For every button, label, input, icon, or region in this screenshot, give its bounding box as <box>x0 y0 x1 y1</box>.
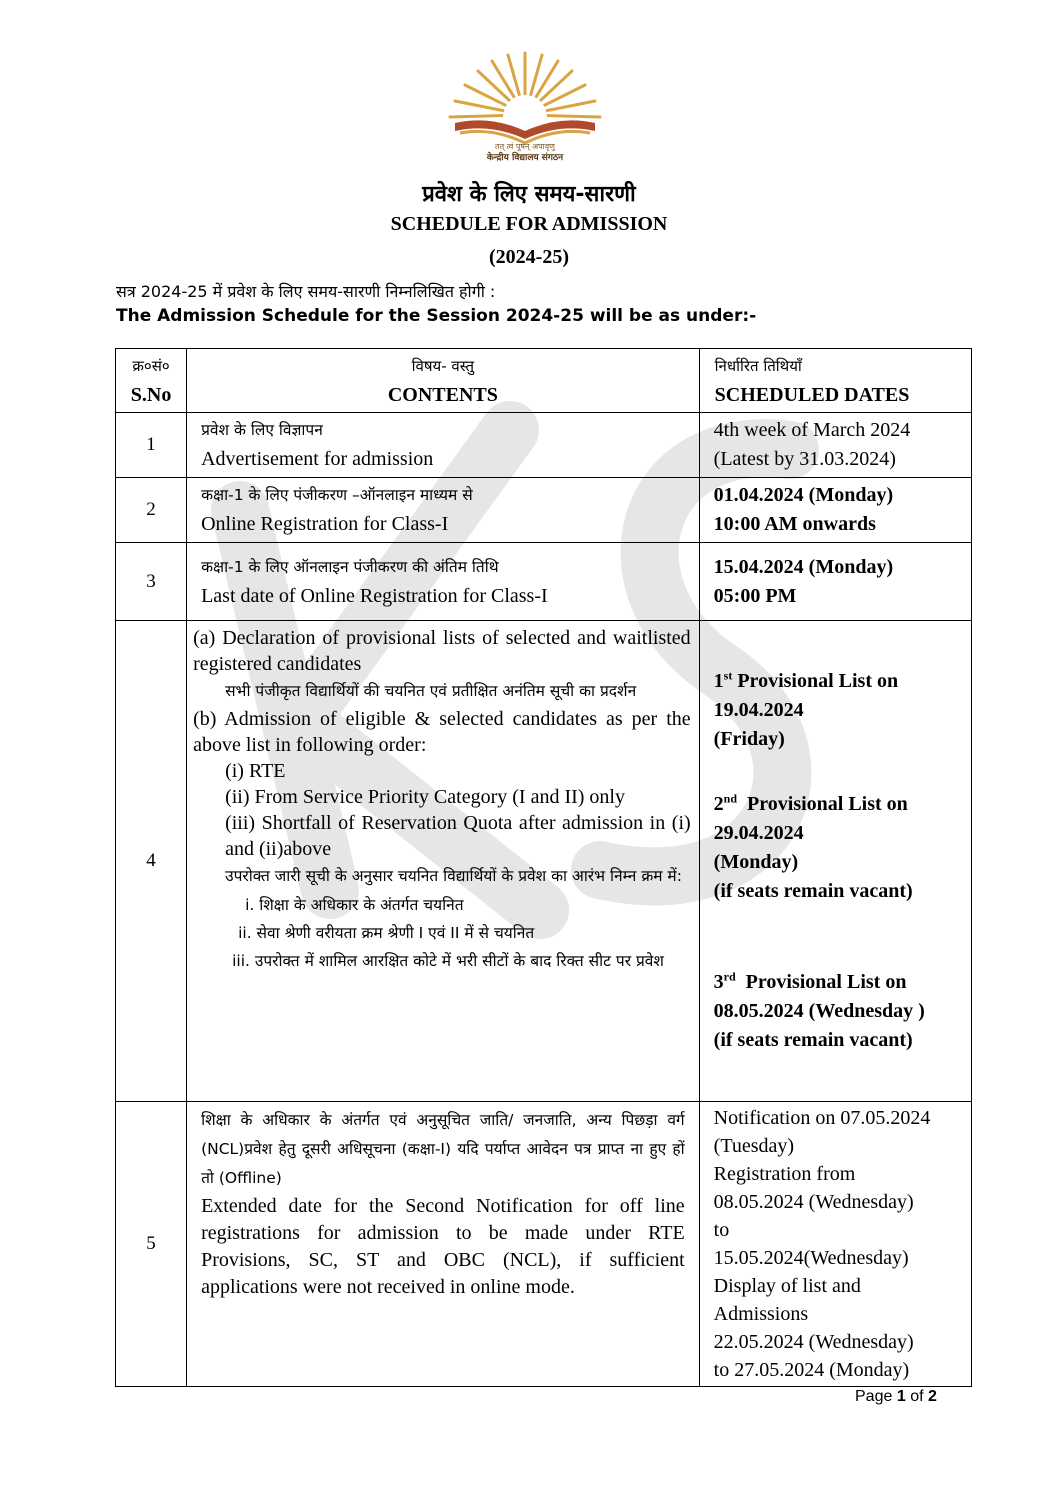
row5-date-line: to <box>713 1219 730 1241</box>
ordinal-suffix: st <box>723 668 733 683</box>
row4-hi-iii: iii. उपरोक्त में शामिल आरक्षित कोटे में भरी सीटों के बाद रिक्त सीट पर प्रवेश <box>232 952 664 970</box>
row5-date-line: Registration from <box>713 1163 856 1185</box>
row5-date-line: 22.05.2024 (Wednesday) <box>713 1331 914 1353</box>
date-label: Provisional List on <box>737 670 899 692</box>
row4-date-3-label <box>714 968 957 997</box>
ordinal-suffix: nd <box>723 791 738 806</box>
row-contents <box>187 621 700 1102</box>
row5-date-line: (Tuesday) <box>713 1135 795 1157</box>
row-dates <box>699 478 971 543</box>
row-contents <box>187 413 700 478</box>
table-row <box>116 543 972 621</box>
row-contents <box>187 543 700 621</box>
table-row <box>116 478 972 543</box>
row-date-line: (Latest by 31.03.2024) <box>713 448 896 470</box>
row5-date-line: Notification on 07.05.2024 <box>713 1107 931 1129</box>
row-sno: 3 <box>116 543 187 621</box>
row4-note-3: (if seats remain vacant) <box>713 1029 913 1051</box>
row4-date-3: 08.05.2024 (Wednesday ) <box>713 1000 925 1022</box>
row-date-line: 05:00 PM <box>713 584 797 607</box>
header-dates-hi: निर्धारित तिथियाँ <box>714 356 802 375</box>
row4-date-1-label <box>714 667 957 696</box>
row4-date-1: 19.04.2024 <box>713 699 804 721</box>
table-header-row <box>116 349 972 413</box>
row-dates <box>699 621 971 1102</box>
header-contents-en: CONTENTS <box>387 383 498 406</box>
row4-day-1: (Friday) <box>713 728 785 750</box>
row-dates <box>699 543 971 621</box>
row4-item-b-ii: (ii) From Service Priority Category (I and II) only <box>225 786 625 808</box>
header-dates-en: SCHEDULED DATES <box>714 383 910 406</box>
page-label: Page <box>855 1388 893 1405</box>
row5-date-line: Display of list and <box>713 1275 861 1297</box>
title-english: SCHEDULE FOR ADMISSION <box>390 213 668 235</box>
row-date-line: 15.04.2024 (Monday) <box>713 555 894 578</box>
row-dates <box>699 413 971 478</box>
header-sno-hi: क्र०सं० <box>132 356 170 375</box>
logo-tagline: तत् त्वं पूषन् अपावृणु <box>495 142 555 151</box>
row-sno: 2 <box>116 478 187 543</box>
row4-date-2-label <box>714 790 957 819</box>
row5-date-line: Admissions <box>713 1303 809 1325</box>
row-date-line: 01.04.2024 (Monday) <box>713 484 894 506</box>
row4-item-a-hi: सभी पंजीकृत विद्यार्थियों की चयनित एवं प्रतीक्षित अनंतिम सूची का प्रदर्शन <box>225 682 637 700</box>
header-contents-hi: विषय- वस्तु <box>411 356 475 375</box>
row5-date-line: 15.05.2024(Wednesday) <box>713 1247 909 1269</box>
row4-hi-ii: ii. सेवा श्रेणी वरीयता क्रम श्रेणी I एवं II में से चयनित <box>238 924 535 942</box>
header-sno-en: S.No <box>130 383 172 406</box>
row4-item-b-iii: (iii) Shortfall of Reservation Quota after admission in (i) and (ii)above <box>225 812 691 860</box>
page-current: 1 <box>896 1388 906 1405</box>
row4-hi-intro: उपरोक्त जारी सूची के अनुसार चयनित विद्यार्थियों के प्रवेश का आरंभ निम्न क्रम में: <box>225 867 682 885</box>
title-year: (2024-25) <box>489 246 569 268</box>
page-of: of <box>910 1388 924 1405</box>
row-contents-hi: प्रवेश के लिए विज्ञापन <box>201 421 323 439</box>
row-sno: 1 <box>116 413 187 478</box>
row4-date-2: 29.04.2024 <box>713 822 804 844</box>
row-sno: 5 <box>116 1102 187 1387</box>
ordinal: 3 <box>713 971 724 993</box>
row-contents <box>187 478 700 543</box>
row5-contents-hi: शिक्षा के अधिकार के अंतर्गत एवं अनुसूचित जाति/ जनजाति, अन्य पिछड़ा वर्ग (NCL)प्रवेश हेतु दूसरी अधिसूचना (कक्षा-I) यदि पर्याप्त आवेदन पत्र प्राप्त ना हुए हों तो (Offline) <box>201 1111 685 1187</box>
page-total: 2 <box>927 1388 937 1405</box>
row-contents-hi: कक्षा-1 के लिए पंजीकरण –ऑनलाइन माध्यम से <box>201 486 473 504</box>
row4-note-2: (if seats remain vacant) <box>713 880 913 902</box>
row4-day-2: (Monday) <box>713 851 799 873</box>
header-contents <box>187 349 700 413</box>
row-dates <box>699 1102 971 1387</box>
ordinal: 1 <box>713 670 724 692</box>
row-date-line: 10:00 AM onwards <box>713 513 876 535</box>
row4-hi-i: i. शिक्षा के अधिकार के अंतर्गत चयनित <box>245 896 464 914</box>
row5-date-line: 08.05.2024 (Wednesday) <box>713 1191 914 1213</box>
table-row <box>116 413 972 478</box>
header-dates <box>699 349 971 413</box>
ordinal-suffix: rd <box>723 969 736 984</box>
row-contents-en: Online Registration for Class-I <box>201 513 449 535</box>
date-label: Provisional List on <box>745 971 907 993</box>
row-contents-en: Advertisement for admission <box>201 448 434 470</box>
logo-org-name: केन्द्रीय विद्यालय संगठन <box>486 153 564 163</box>
intro-hindi: सत्र 2024-25 में प्रवेश के लिए समय-सारणी निम्नलिखित होगी : <box>116 282 496 301</box>
table-row <box>116 1102 972 1387</box>
row-date-line: 4th week of March 2024 <box>713 419 911 441</box>
row-contents <box>187 1102 700 1387</box>
row4-item-b-i: (i) RTE <box>225 760 286 782</box>
intro-english: The Admission Schedule for the Session 2024-25 will be as under:- <box>116 306 757 326</box>
admission-schedule-table <box>115 348 972 1387</box>
title-hindi: प्रवेश के लिए समय-सारणी <box>422 182 636 207</box>
table-row <box>116 621 972 1102</box>
row5-contents-en: Extended date for the Second Notification for off line registrations for admission to be made under RTE Provisions, SC, ST and OBC (NCL), if sufficient applications were not received in online mode. <box>201 1195 685 1298</box>
page-number <box>855 1388 937 1406</box>
row-contents-hi: कक्षा-1 के लिए ऑनलाइन पंजीकरण की अंतिम तिथि <box>201 557 499 576</box>
row4-item-b: (b) Admission of eligible & selected candidates as per the above list in following order: <box>193 708 691 756</box>
header-sno <box>116 349 187 413</box>
row-contents-en: Last date of Online Registration for Class-I <box>201 584 548 607</box>
row5-date-line: to 27.05.2024 (Monday) <box>713 1359 910 1381</box>
ordinal: 2 <box>713 793 724 815</box>
date-label: Provisional List on <box>747 793 908 815</box>
row-sno: 4 <box>116 621 187 1102</box>
row4-item-a: (a) Declaration of provisional lists of selected and waitlisted registered candidates <box>193 627 691 675</box>
